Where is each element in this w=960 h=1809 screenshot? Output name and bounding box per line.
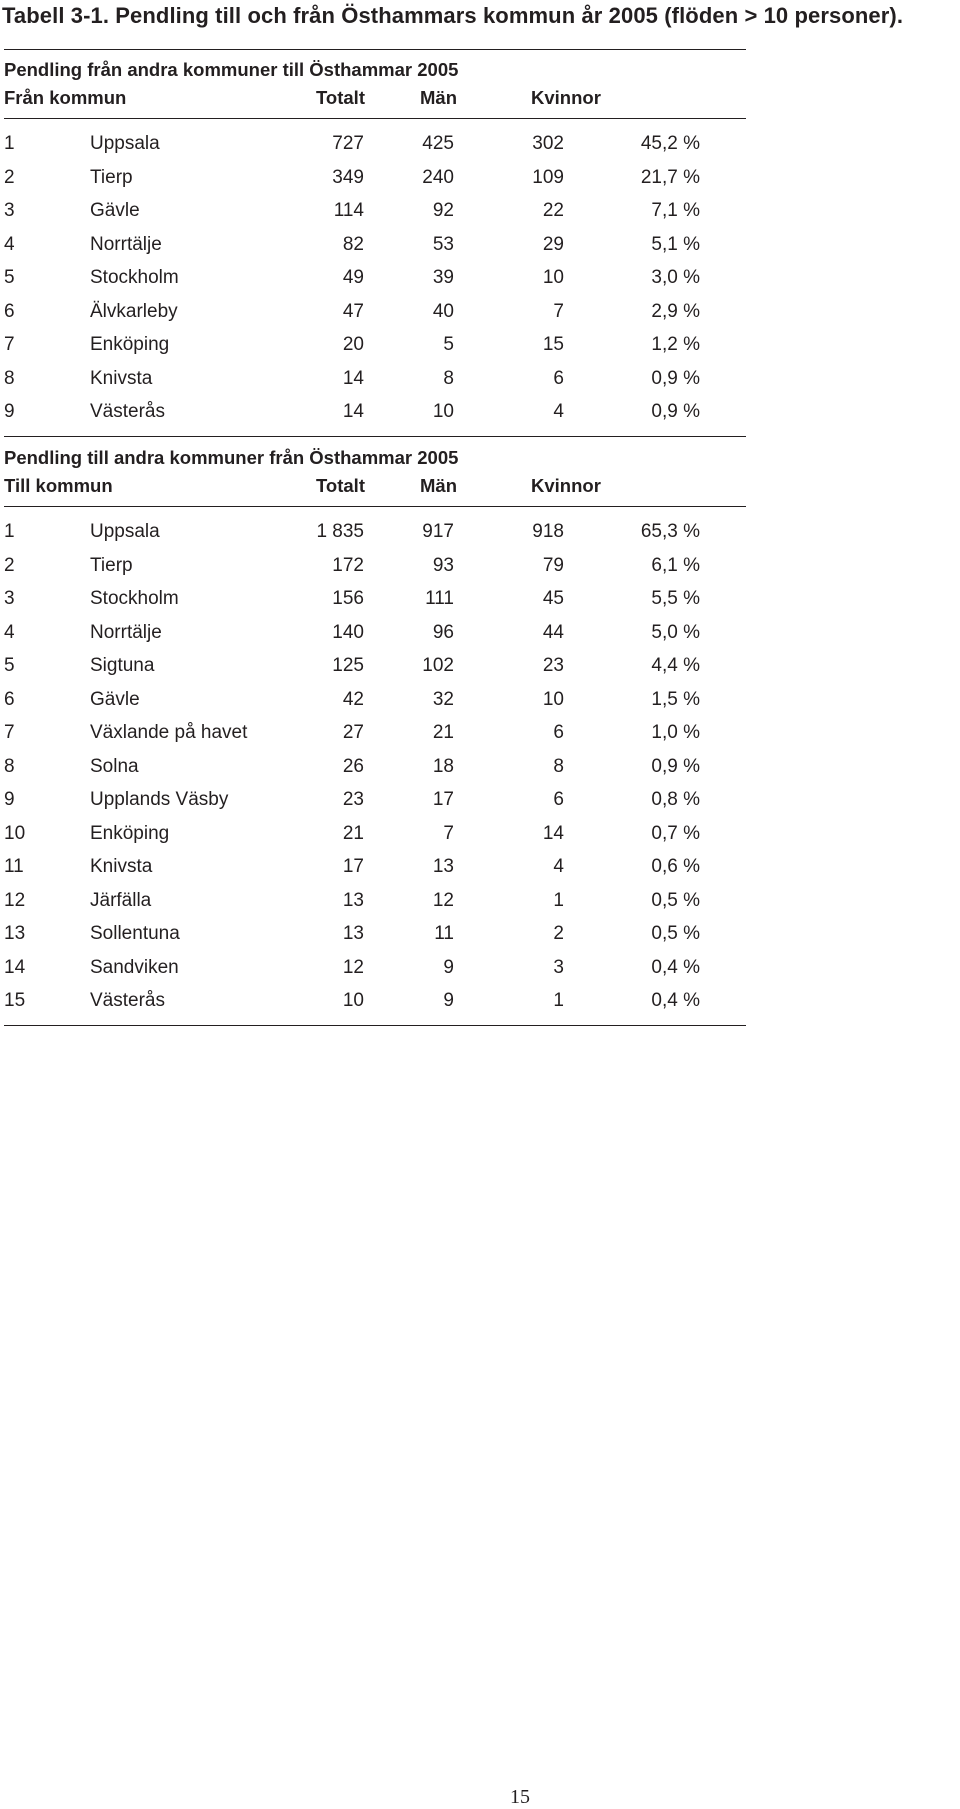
row-rank: 6 [4,300,15,322]
row-rank: 7 [4,334,15,355]
table-row [0,890,760,924]
row-total: 14 [342,367,364,389]
row-rank: 2 [4,554,15,576]
row-total: 156 [332,588,364,609]
incoming-header-row [4,87,746,111]
row-men: 7 [443,822,454,844]
row-rank: 3 [4,588,15,609]
row-total: 49 [342,267,364,288]
table-row [0,368,760,402]
row-municipality: Norrtälje [90,621,162,643]
row-rank: 14 [4,956,26,978]
row-share: 0,9 % [651,401,700,422]
row-share: 0,9 % [651,367,700,389]
row-men: 425 [422,133,454,154]
row-women: 6 [553,789,564,810]
table-row [0,401,760,435]
row-men: 17 [432,789,454,810]
row-municipality: Tierp [90,554,133,576]
outgoing-header-row [4,475,746,499]
row-share: 65,3 % [640,521,700,542]
row-municipality: Sigtuna [90,655,155,676]
row-men: 11 [434,923,454,944]
row-women: 6 [553,722,564,743]
row-total: 114 [333,200,364,221]
row-municipality: Stockholm [90,588,179,609]
row-municipality: Västerås [90,990,165,1011]
row-women: 2 [553,923,564,944]
row-share: 21,7 % [640,166,700,188]
table-row [0,301,760,335]
table-row [0,267,760,301]
row-total: 27 [342,722,364,743]
row-women: 4 [553,401,564,422]
row-men: 12 [432,889,454,911]
row-men: 240 [422,166,454,188]
row-women: 7 [553,300,564,322]
table-row [0,789,760,823]
row-women: 44 [542,621,564,643]
row-men: 917 [422,521,454,542]
row-total: 17 [342,856,364,877]
table-row [0,756,760,790]
row-women: 918 [532,521,564,542]
outgoing-header-women: Kvinnor [531,475,601,496]
row-municipality: Norrtälje [90,233,162,255]
row-men: 18 [432,755,454,777]
row-men: 92 [432,200,454,221]
row-total: 13 [342,889,364,911]
row-total: 26 [342,755,364,777]
row-municipality: Solna [90,755,139,777]
row-women: 10 [542,267,564,288]
row-share: 7,1 % [651,200,700,221]
row-men: 13 [432,856,454,877]
row-rank: 1 [4,133,15,154]
table-row [0,655,760,689]
row-share: 1,0 % [651,722,700,743]
table-row [0,234,760,268]
table-row [0,957,760,991]
row-total: 140 [332,621,364,643]
row-municipality: Sandviken [90,956,179,978]
page-number: 15 [510,1786,530,1808]
row-share: 0,5 % [651,923,700,944]
row-share: 3,0 % [651,267,700,288]
row-total: 23 [342,789,364,810]
table-row [0,200,760,234]
row-share: 0,8 % [651,789,700,810]
row-total: 12 [342,956,364,978]
row-share: 0,4 % [651,990,700,1011]
row-total: 10 [342,990,364,1011]
row-rank: 13 [4,923,26,944]
row-total: 1 835 [316,521,364,542]
row-men: 9 [443,956,454,978]
row-share: 6,1 % [651,554,700,576]
row-municipality: Tierp [90,166,133,188]
row-total: 13 [342,923,364,944]
table-row [0,133,760,167]
row-municipality: Älvkarleby [90,300,178,322]
row-total: 727 [332,133,364,154]
row-share: 45,2 % [640,133,700,154]
row-rank: 5 [4,267,15,288]
row-rank: 4 [4,233,15,255]
row-share: 0,9 % [651,755,700,777]
outgoing-header-men: Män [420,475,457,496]
row-women: 15 [542,334,564,355]
outgoing-section-title: Pendling till andra kommuner från Östhammar 2005 [4,447,459,468]
incoming-header-place: Från kommun [4,87,127,108]
row-share: 0,7 % [651,822,700,844]
row-total: 172 [332,554,364,576]
row-women: 6 [553,367,564,389]
row-total: 82 [342,233,364,255]
row-municipality: Enköping [90,822,170,844]
row-municipality: Gävle [90,200,140,221]
row-men: 21 [432,722,454,743]
row-men: 8 [443,367,454,389]
row-men: 93 [432,554,454,576]
row-rank: 3 [4,200,15,221]
row-women: 10 [542,688,564,710]
row-municipality: Västerås [90,401,165,422]
row-rank: 12 [4,889,26,911]
row-men: 111 [425,588,454,609]
row-rank: 1 [4,521,15,542]
row-municipality: Växlande på havet [90,722,248,743]
outgoing-header-place: Till kommun [4,475,113,496]
rule-top [4,49,746,50]
row-rank: 8 [4,755,15,777]
row-rank: 9 [4,789,15,810]
row-rank: 5 [4,655,15,676]
incoming-section-title: Pendling från andra kommuner till Östhammar 2005 [4,59,459,80]
row-rank: 7 [4,722,15,743]
row-rank: 15 [4,990,26,1011]
table-row [0,990,760,1024]
row-women: 3 [553,956,564,978]
row-rank: 9 [4,401,15,422]
table-row [0,689,760,723]
row-municipality: Knivsta [90,367,153,389]
row-total: 21 [342,822,364,844]
row-municipality: Sollentuna [90,923,180,944]
row-share: 2,9 % [651,300,700,322]
row-women: 4 [553,856,564,877]
row-share: 0,4 % [651,956,700,978]
row-women: 109 [532,166,564,188]
row-share: 5,1 % [651,233,700,255]
row-share: 0,5 % [651,889,700,911]
row-share: 1,2 % [651,334,700,355]
row-men: 9 [443,990,454,1011]
row-total: 349 [332,166,364,188]
row-rank: 6 [4,688,15,710]
row-total: 20 [342,334,364,355]
row-men: 5 [443,334,454,355]
row-rank: 11 [4,856,24,877]
row-men: 32 [432,688,454,710]
rule-section-divider [4,436,746,437]
table-row [0,923,760,957]
row-total: 14 [342,401,364,422]
row-women: 302 [532,133,564,154]
row-municipality: Stockholm [90,267,179,288]
row-women: 29 [542,233,564,255]
row-municipality: Upplands Väsby [90,789,229,810]
table-row [0,167,760,201]
row-women: 45 [542,588,564,609]
table-row [0,334,760,368]
table-row [0,555,760,589]
row-women: 79 [542,554,564,576]
row-share: 1,5 % [651,688,700,710]
row-municipality: Uppsala [90,521,160,542]
row-men: 10 [432,401,454,422]
rule-incoming-header [4,118,746,119]
row-women: 22 [542,200,564,221]
row-municipality: Enköping [90,334,170,355]
table-row [0,521,760,555]
row-total: 47 [342,300,364,322]
table-title: Tabell 3-1. Pendling till och från Östhammars kommun år 2005 (flöden > 10 personer). [2,3,904,28]
incoming-header-men: Män [420,87,457,108]
row-rank: 4 [4,621,15,643]
row-total: 42 [342,688,364,710]
row-municipality: Knivsta [90,856,153,877]
row-men: 40 [432,300,454,322]
incoming-header-women: Kvinnor [531,87,601,108]
row-women: 8 [553,755,564,777]
row-men: 96 [432,621,454,643]
rule-bottom [4,1025,746,1026]
rule-outgoing-header [4,506,746,507]
row-municipality: Järfälla [90,889,152,911]
row-men: 39 [432,267,454,288]
row-share: 5,0 % [651,621,700,643]
table-row [0,622,760,656]
row-men: 102 [422,655,454,676]
row-rank: 8 [4,367,15,389]
row-rank: 10 [4,822,26,844]
row-rank: 2 [4,166,15,188]
row-share: 0,6 % [651,856,700,877]
incoming-header-total: Totalt [316,87,365,108]
table-row [0,823,760,857]
row-women: 14 [542,822,564,844]
row-men: 53 [432,233,454,255]
table-row [0,588,760,622]
row-women: 1 [553,889,564,911]
row-women: 1 [553,990,564,1011]
outgoing-header-total: Totalt [316,475,365,496]
row-women: 23 [542,655,564,676]
row-municipality: Uppsala [90,133,160,154]
row-total: 125 [332,655,364,676]
row-share: 5,5 % [651,588,700,609]
table-row [0,722,760,756]
row-municipality: Gävle [90,688,140,710]
table-row [0,856,760,890]
row-share: 4,4 % [651,655,700,676]
